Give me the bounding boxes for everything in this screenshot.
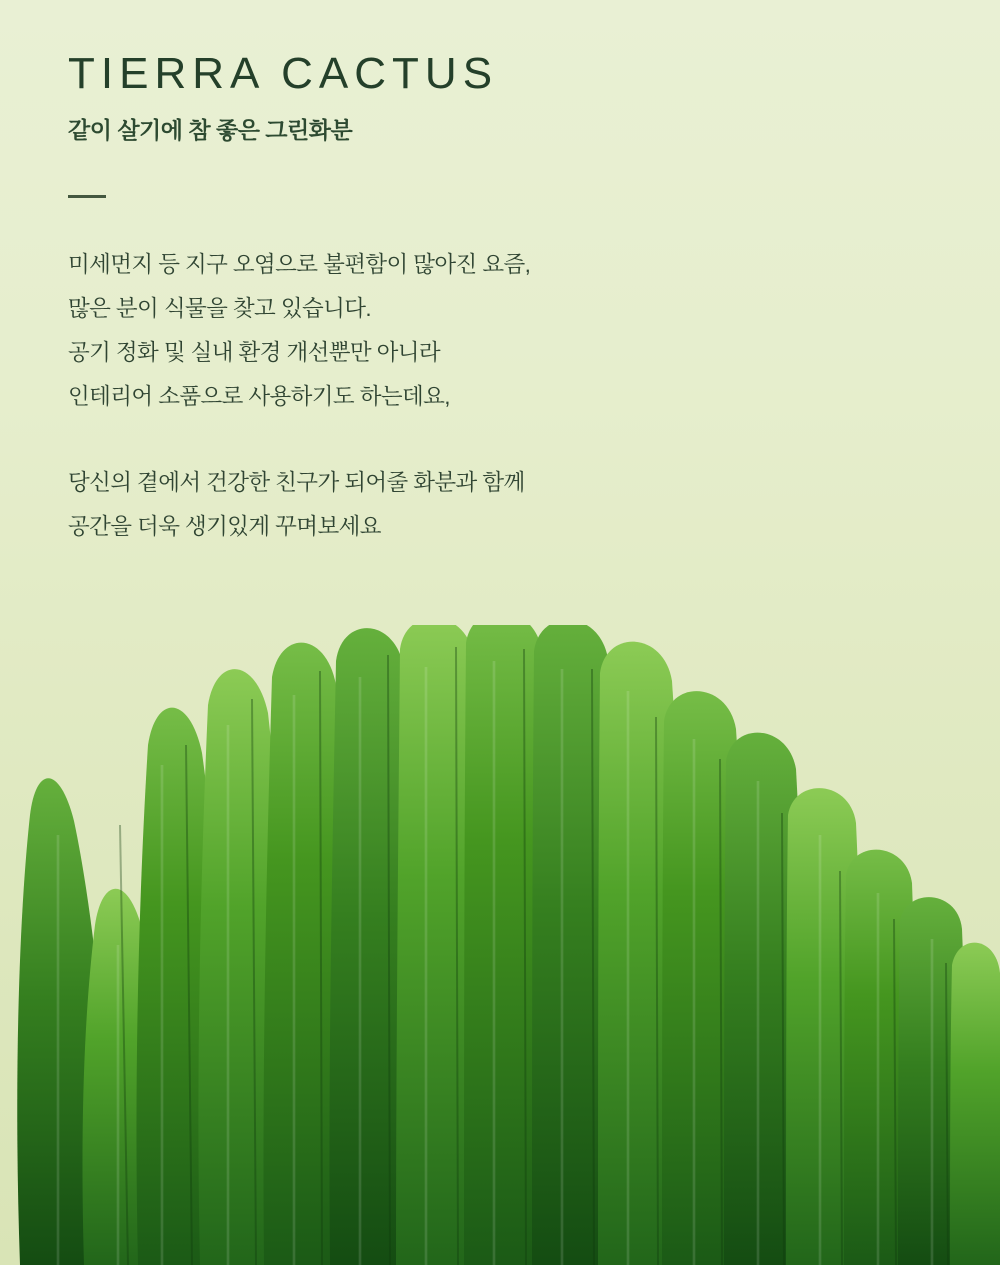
paragraph-two-line: 당신의 곁에서 건강한 친구가 되어줄 화분과 함께 xyxy=(68,469,525,495)
paragraph-one-line: 미세먼지 등 지구 오염으로 불편함이 많아진 요즘, xyxy=(68,252,531,278)
page-title: TIERRA CACTUS xyxy=(68,49,499,98)
divider xyxy=(68,195,106,198)
palm-leaf-photo xyxy=(0,625,1000,1265)
paragraph-one-line: 인테리어 소품으로 사용하기도 하는데요, xyxy=(68,384,450,410)
paragraph-one-line: 많은 분이 식물을 찾고 있습니다. xyxy=(68,296,372,322)
paragraph-two xyxy=(68,461,530,549)
paragraph-one-line: 공기 정화 및 실내 환경 개선뿐만 아니라 xyxy=(68,340,441,366)
intro-copy-block xyxy=(68,50,530,549)
paragraph-one xyxy=(68,243,530,419)
page-subtitle: 같이 살기에 참 좋은 그린화분 xyxy=(68,117,353,144)
paragraph-two-line: 공간을 더욱 생기있게 꾸며보세요 xyxy=(68,513,381,539)
